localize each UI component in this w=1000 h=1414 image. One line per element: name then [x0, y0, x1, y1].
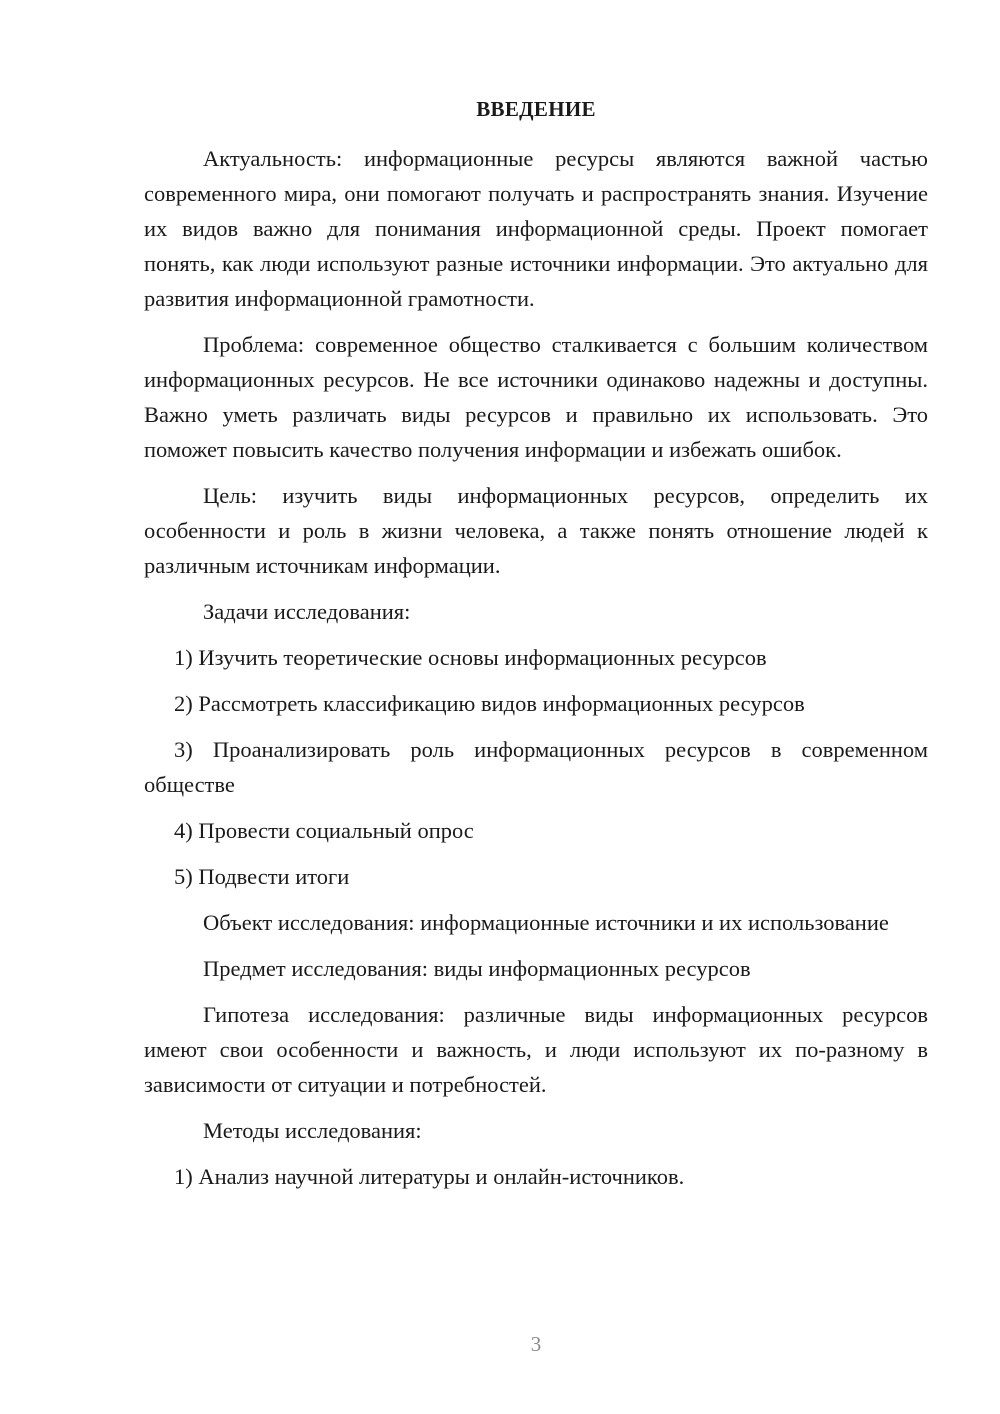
task-item-5: 5) Подвести итоги: [174, 864, 350, 889]
task-item-2: 2) Рассмотреть классификацию видов информационных ресурсов: [174, 691, 805, 716]
task-item-4: 4) Провести социальный опрос: [174, 818, 474, 843]
document-page: [144, 92, 928, 1205]
task-item-1: 1) Изучить теоретические основы информационных ресурсов: [174, 645, 767, 670]
object-paragraph: Объект исследования: информационные источники и их использование: [203, 910, 889, 935]
tasks-title: Задачи исследования:: [203, 599, 411, 624]
page-number: 3: [530, 1332, 542, 1356]
task-item-3: 3) Проанализировать роль информационных ресурсов в современном обществе: [144, 737, 928, 797]
section-heading: ВВЕДЕНИЕ: [476, 97, 596, 121]
relevance-paragraph: Актуальность: информационные ресурсы являются важной частью современного мира, они помогают получать и распространять знания. Изучение их видов важно для понимания информационной среды. Проект помогает понять, как люди используют разные источники информации. Это актуально для развития информационной грамотности.: [144, 146, 928, 311]
method-item-1: 1) Анализ научной литературы и онлайн-источников.: [174, 1164, 685, 1189]
goal-paragraph: Цель: изучить виды информационных ресурсов, определить их особенности и роль в жизни человека, а также понять отношение людей к различным источникам информации.: [144, 483, 928, 578]
problem-paragraph: Проблема: современное общество сталкивается с большим количеством информационных ресурсов. Не все источники одинаково надежны и доступны. Важно уметь различать виды ресурсов и правильно их использовать. Это поможет повысить качество получения информации и избежать ошибок.: [144, 332, 928, 462]
subject-paragraph: Предмет исследования: виды информационных ресурсов: [203, 956, 751, 981]
hypothesis-paragraph: Гипотеза исследования: различные виды информационных ресурсов имеют свои особенности и важность, и люди используют их по-разному в зависимости от ситуации и потребностей.: [144, 1002, 928, 1097]
methods-title: Методы исследования:: [203, 1118, 422, 1143]
